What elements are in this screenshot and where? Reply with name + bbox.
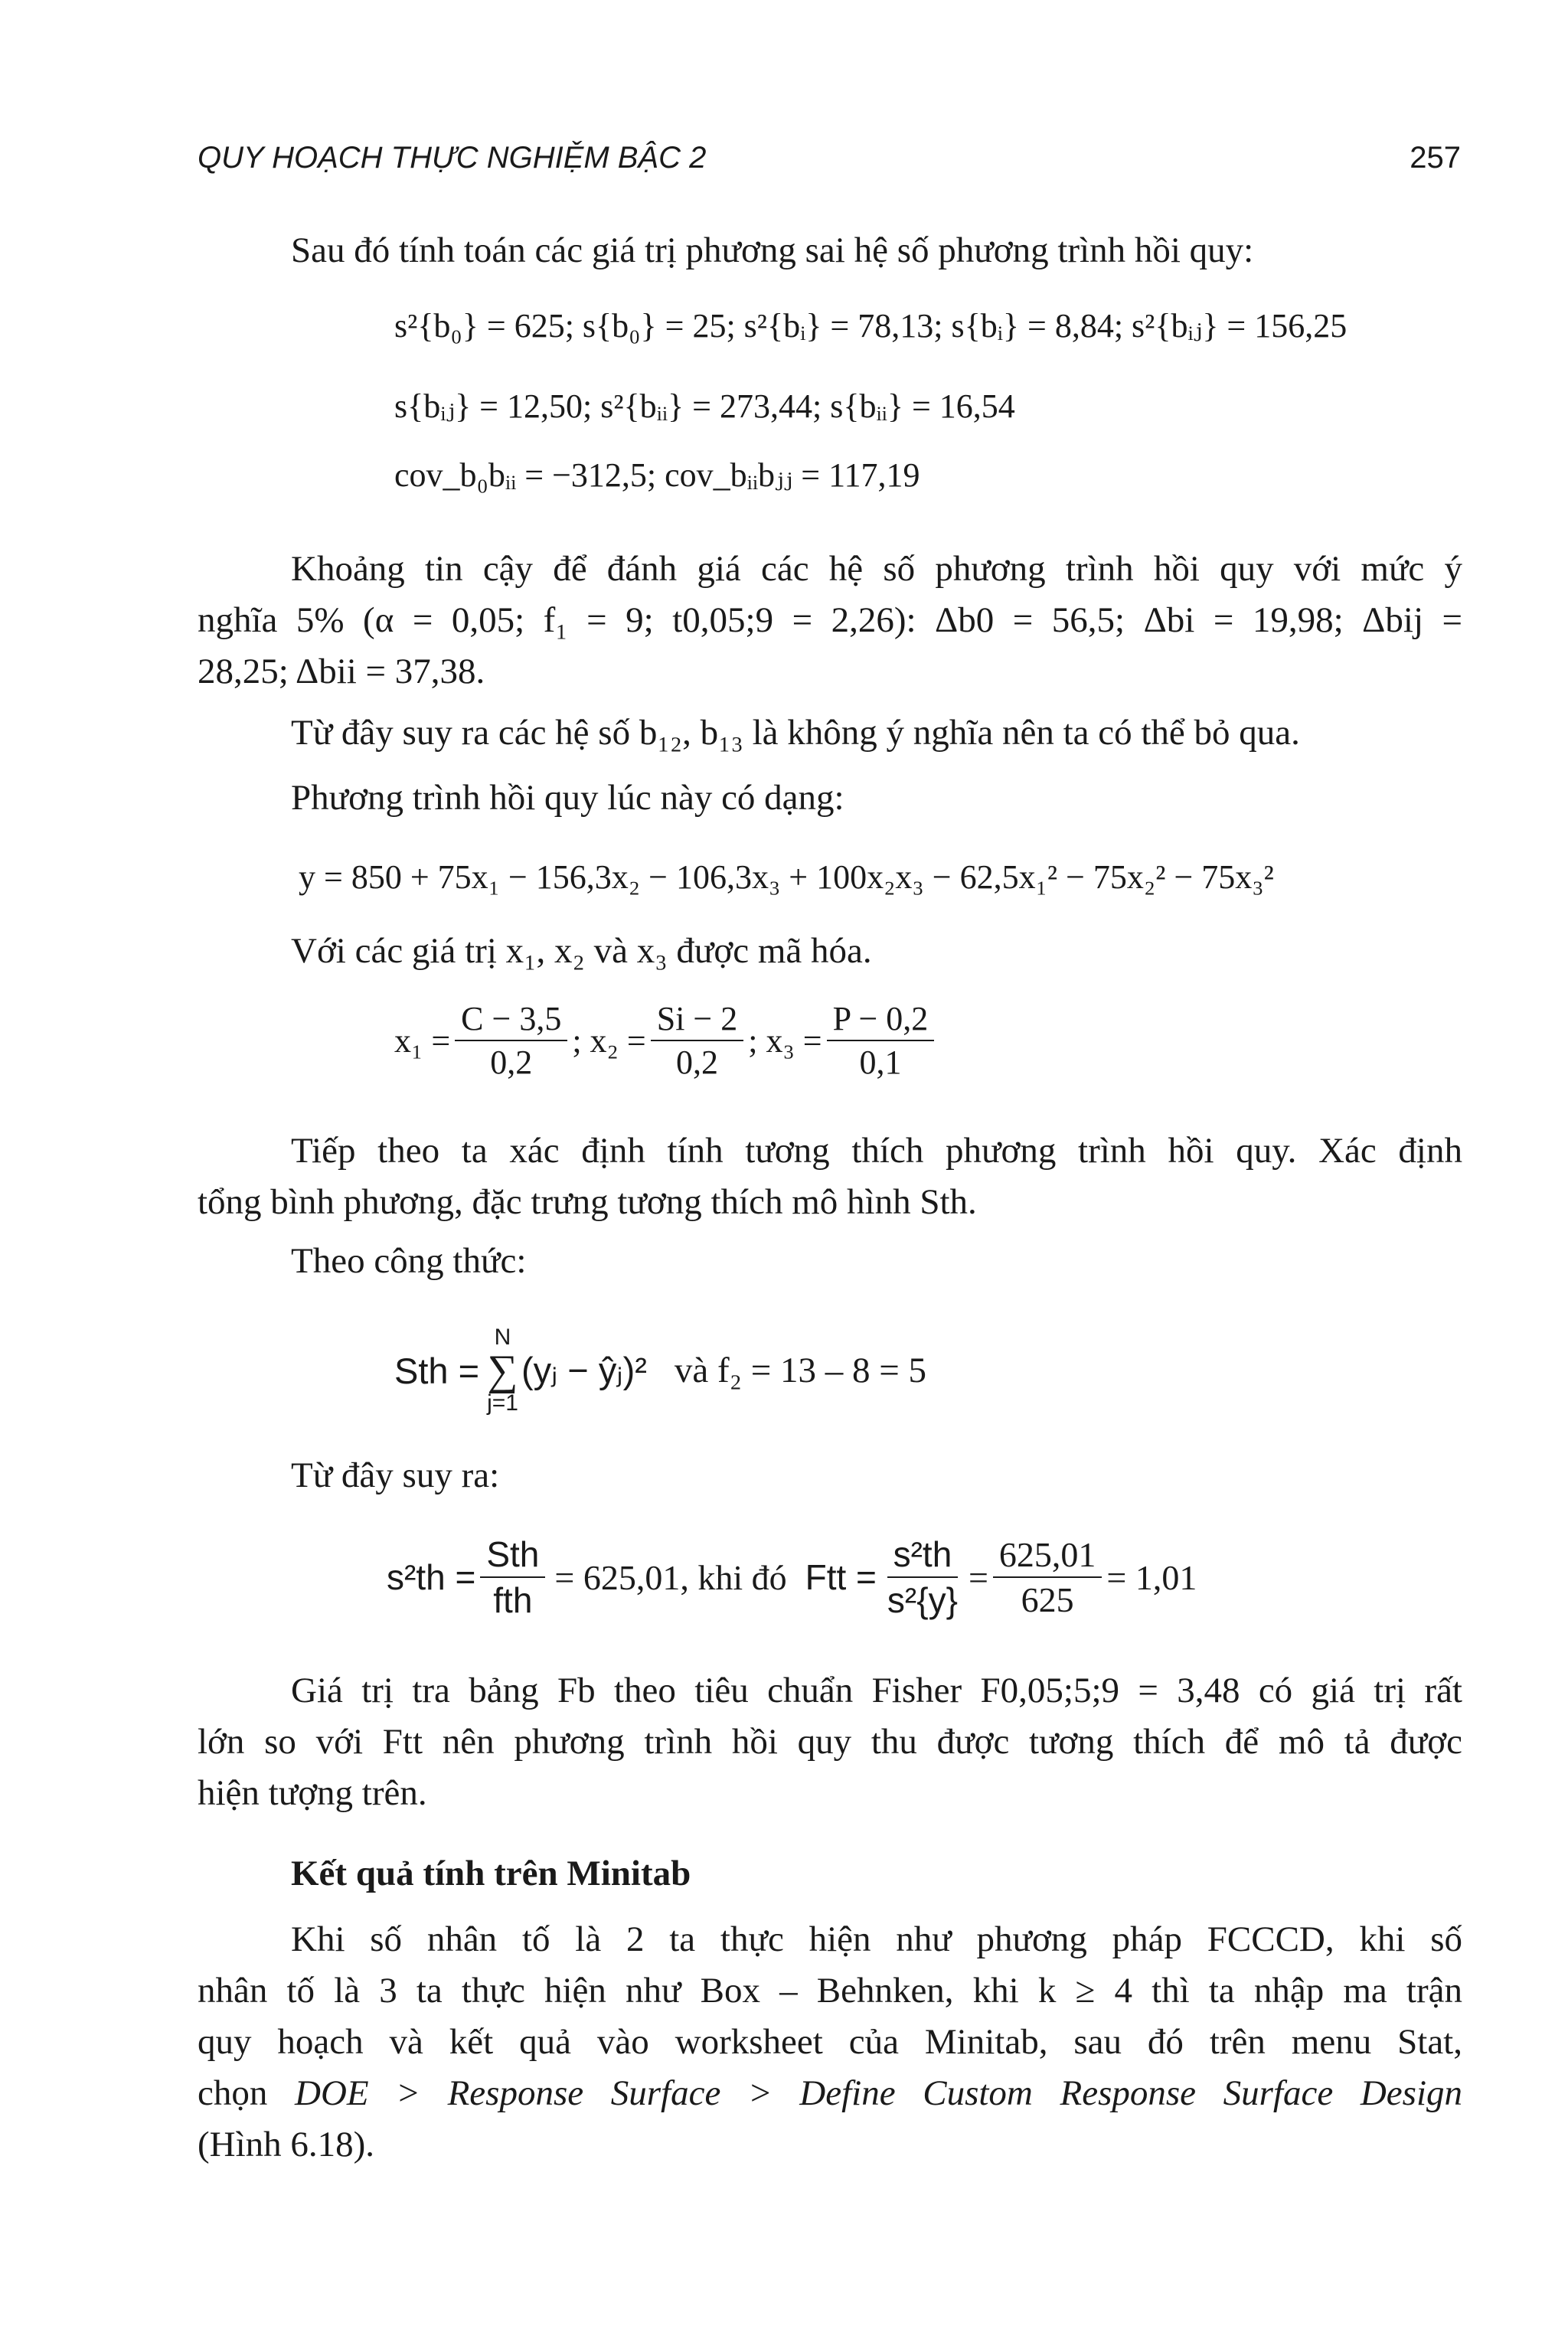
sum-sign: ∑	[487, 1347, 518, 1394]
text-line: 28,25; Δbii = 37,38.	[198, 652, 485, 691]
variance-equation-line2: s{bᵢⱼ} = 12,50; s²{bᵢᵢ} = 273,44; s{bᵢᵢ} = 16,54	[394, 387, 1015, 425]
fisher-equation	[387, 1520, 1197, 1635]
text-line: quy hoạch và kết quả vào worksheet của Minitab, sau đó trên menu Stat,	[198, 2022, 1462, 2062]
variance-equation-line1: s²{b₀} = 625; s{b₀} = 25; s²{bᵢ} = 78,13; s{bᵢ} = 8,84; s²{bᵢⱼ} = 156,25	[394, 307, 1348, 345]
equals-sign: =	[968, 1557, 988, 1597]
coding-equation	[394, 999, 939, 1082]
degrees-of-freedom: và f₂ = 13 – 8 = 5	[674, 1351, 927, 1390]
s2th-lhs: s²th =	[387, 1557, 476, 1597]
text-line: tổng bình phương, đặc trưng tương thích mô hình Sth.	[198, 1182, 977, 1222]
sum-body: (yⱼ − ŷⱼ)²	[521, 1350, 647, 1390]
s2th-value: = 625,01, khi đó	[554, 1557, 787, 1597]
text-line: Khoảng tin cậy để đánh giá các hệ số phương trình hồi quy với mức ý	[291, 549, 1462, 589]
fraction-numerator: C − 3,5	[455, 999, 567, 1041]
text-line: hiện tượng trên.	[198, 1773, 427, 1813]
paragraph-variance-intro: Sau đó tính toán các giá trị phương sai hệ số phương trình hồi quy:	[291, 230, 1254, 270]
fraction-numerator: Si − 2	[651, 999, 744, 1041]
text-line: Giá trị tra bảng Fb theo tiêu chuẩn Fisher F0,05;5;9 = 3,48 có giá trị rất	[291, 1671, 1462, 1710]
sum-lower-limit: j=1	[487, 1390, 518, 1416]
sth-lhs: Sth =	[394, 1350, 480, 1391]
running-header: QUY HOẠCH THỰC NGHIỆM BẬC 2	[198, 141, 707, 175]
fraction-numerator: Sth	[480, 1534, 545, 1578]
fraction-numerator: P − 0,2	[827, 999, 935, 1041]
fraction-denominator: 0,2	[675, 1044, 718, 1081]
paragraph-adequacy	[198, 1125, 1462, 1228]
text-line: nhân tố là 3 ta thực hiện như Box – Behnken, khi k ≥ 4 thì ta nhập ma trận	[198, 1971, 1462, 2011]
x2-label: ; x₂ =	[572, 1021, 646, 1060]
sth-over-fth	[480, 1534, 545, 1621]
paragraph-confidence-interval	[198, 544, 1462, 697]
paragraph-derivation: Từ đây suy ra:	[291, 1455, 500, 1495]
covariance-equation: cov_b₀bᵢᵢ = −312,5; cov_bᵢᵢbⱼⱼ = 117,19	[394, 456, 920, 494]
paragraph-insignificant-coefficients: Từ đây suy ra các hệ số b₁₂, b₁₃ là không ý nghĩa nên ta có thể bỏ qua.	[291, 713, 1300, 753]
ftt-value-fraction	[993, 1534, 1102, 1620]
text-line: Khi số nhân tố là 2 ta thực hiện như phương pháp FCCCD, khi số	[291, 1919, 1462, 1959]
fraction-numerator: s²th	[887, 1534, 959, 1578]
x1-fraction	[455, 999, 567, 1082]
menu-path: DOE > Response Surface > Define Custom Response Surface Design	[295, 2073, 1462, 2113]
regression-equation: y = 850 + 75x₁ − 156,3x₂ − 106,3x₃ + 100x₂x₃ − 62,5x₁² − 75x₂² − 75x₃²	[299, 858, 1274, 896]
ftt-lhs: Ftt =	[805, 1557, 877, 1597]
x3-label: ; x₃ =	[748, 1021, 822, 1060]
text-line: Tiếp theo ta xác định tính tương thích phương trình hồi quy. Xác định	[291, 1131, 1462, 1171]
figure-reference: (Hình 6.18).	[198, 2125, 375, 2164]
text-line: lớn so với Ftt nên phương trình hồi quy thu được tương thích để mô tả được	[198, 1722, 1462, 1762]
ftt-fraction	[881, 1534, 964, 1621]
sth-equation	[394, 1305, 926, 1436]
fraction-denominator: 0,2	[490, 1044, 533, 1081]
paragraph-formula-intro: Theo công thức:	[291, 1241, 527, 1281]
paragraph-fisher-conclusion	[198, 1665, 1462, 1819]
fraction-denominator: 625	[1021, 1580, 1074, 1619]
ftt-result: = 1,01	[1106, 1557, 1197, 1597]
text-fragment: chọn	[198, 2073, 268, 2113]
section-heading: Kết quả tính trên Minitab	[291, 1854, 691, 1893]
fraction-denominator: 0,1	[859, 1044, 902, 1081]
fraction-numerator: 625,01	[993, 1534, 1102, 1578]
paragraph-coded-values: Với các giá trị x₁, x₂ và x₃ được mã hóa.	[291, 931, 872, 971]
summation	[487, 1326, 518, 1415]
text-line	[198, 2068, 1462, 2119]
x3-fraction	[827, 999, 935, 1082]
sum-upper-limit: N	[494, 1325, 511, 1350]
paragraph-regression-form: Phương trình hồi quy lúc này có dạng:	[291, 778, 844, 818]
fraction-denominator: fth	[493, 1580, 533, 1620]
x2-fraction	[651, 999, 744, 1082]
x1-label: x₁ =	[394, 1021, 451, 1060]
page-number: 257	[1410, 141, 1461, 175]
fraction-denominator: s²{y}	[887, 1580, 958, 1620]
text-line: nghĩa 5% (α = 0,05; f₁ = 9; t0,05;9 = 2,26): Δb0 = 56,5; Δbi = 19,98; Δbij =	[198, 600, 1462, 640]
paragraph-minitab	[198, 1914, 1462, 2171]
